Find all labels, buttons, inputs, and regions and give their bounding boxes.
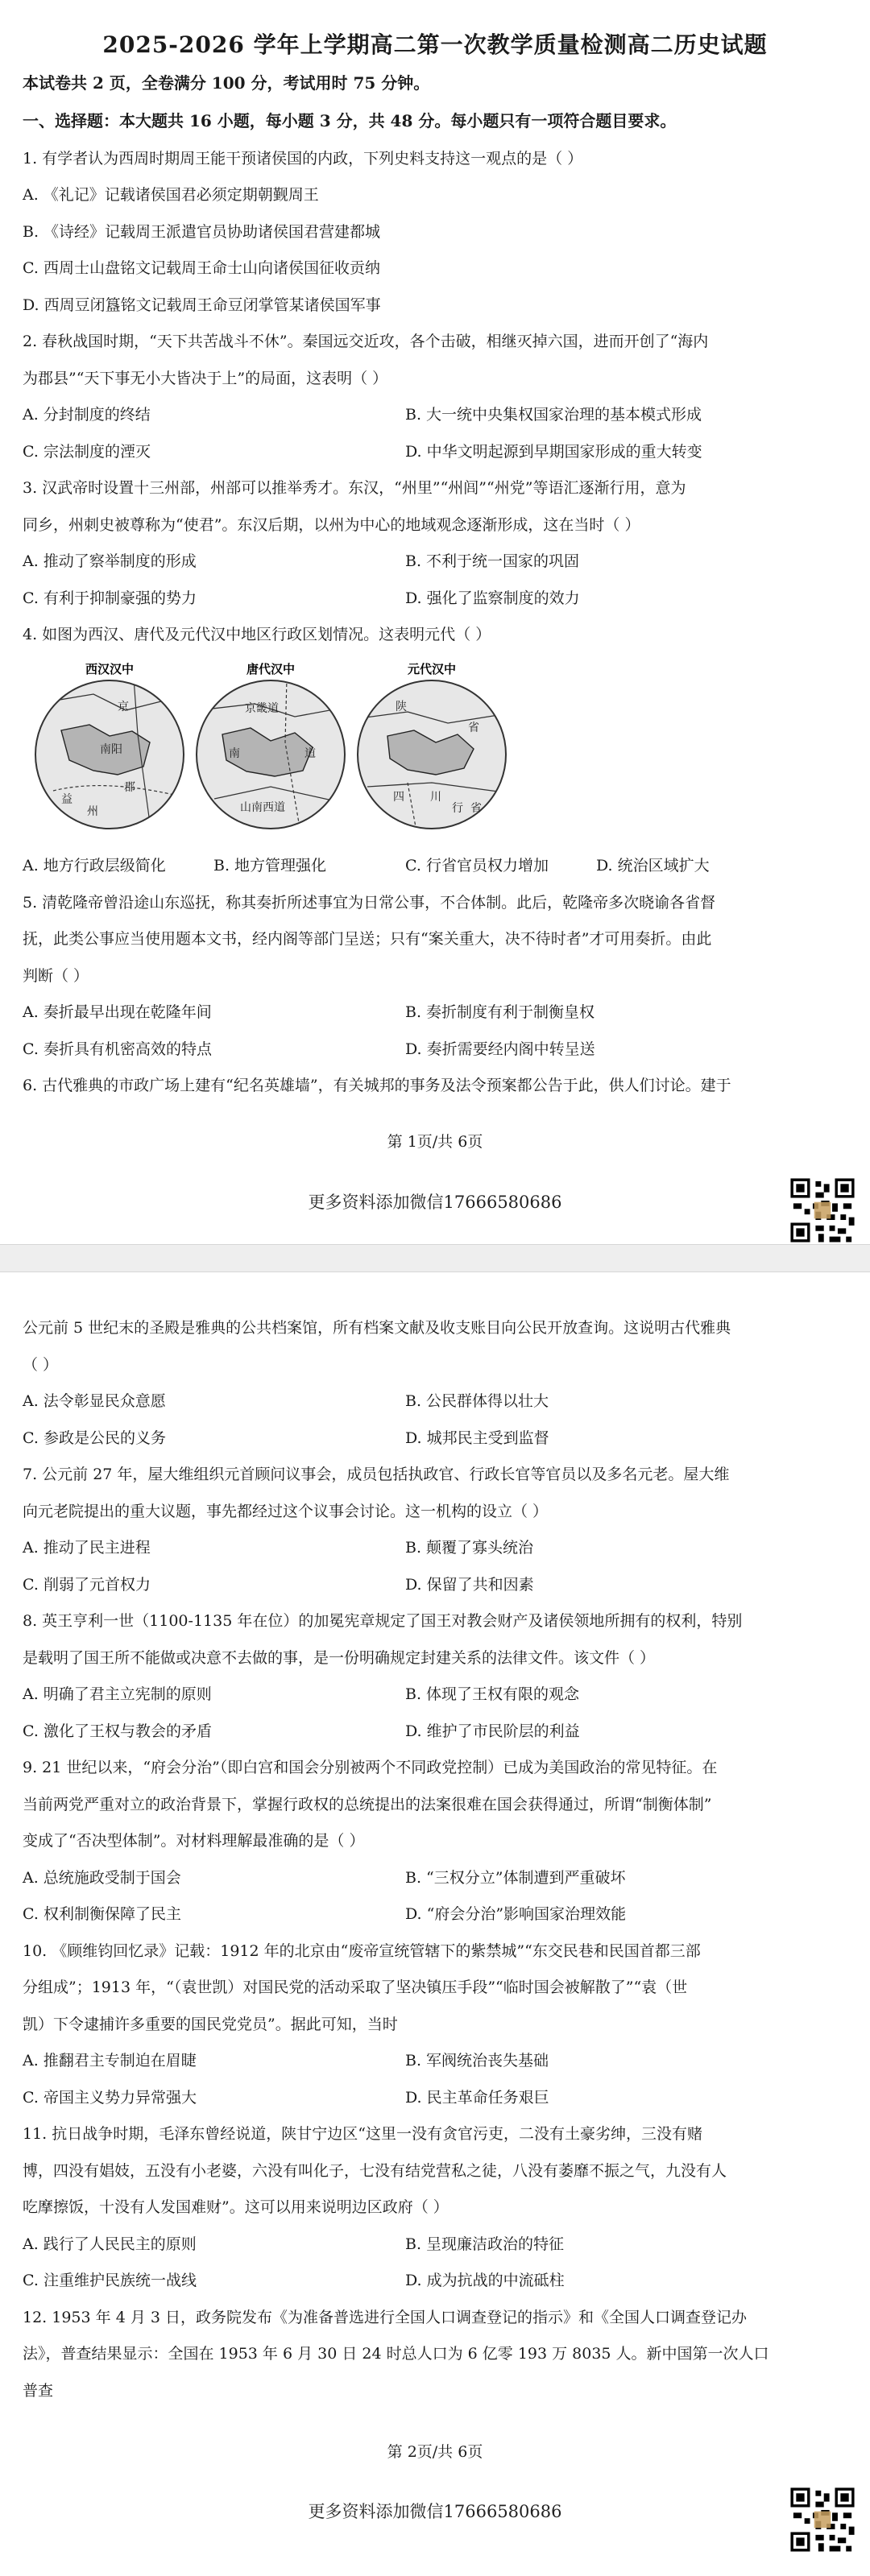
map-2-title: 唐代汉中 — [246, 663, 296, 676]
wechat-ad: 更多资料添加微信17666580686 — [308, 2502, 562, 2521]
q2-option-d: D. 中华文明起源到早期国家形成的重大转变 — [405, 443, 702, 461]
q1-option-a: A. 《礼记》记载诸侯国君必须定期朝觐周王 — [23, 186, 319, 204]
q10-option-d: D. 民主革命任务艰巨 — [405, 2089, 549, 2107]
q3-stem-1: 3. 汉武帝时设置十三州部，州部可以推举秀才。东汉，“州里”“州闾”“州党”等语汇逐渐行用，意为 — [23, 479, 686, 497]
svg-text:四: 四 — [393, 791, 404, 804]
q3-option-a: A. 推动了察举制度的形成 — [23, 552, 197, 570]
q9-option-a: A. 总统施政受制于国会 — [23, 1869, 181, 1887]
q11-option-b: B. 呈现廉洁政治的特征 — [405, 2235, 565, 2253]
q1-option-d: D. 西周豆闭簋铭文记载周王命豆闭掌管某诸侯国军事 — [23, 296, 381, 314]
page-number: 第 2页/共 6页 — [387, 2443, 483, 2461]
svg-text:南: 南 — [229, 747, 240, 760]
q5-option-a: A. 奏折最早出现在乾隆年间 — [23, 1003, 212, 1021]
q12-stem-1: 12. 1953 年 4 月 3 日，政务院发布《为准备普选进行全国人口调查登记的指示》和《全国人口调查登记办 — [23, 2309, 747, 2326]
q10-option-a: A. 推翻君主专制迫在眉睫 — [23, 2052, 197, 2069]
exam-page-1 — [0, 0, 870, 1244]
q8-option-c: C. 激化了王权与教会的矛盾 — [23, 1722, 212, 1740]
q10-stem-3: 凯）下令逮捕许多重要的国民党党员”。据此可知，当时 — [23, 2016, 398, 2033]
svg-text:益: 益 — [61, 793, 72, 806]
q8-option-b: B. 体现了王权有限的观念 — [405, 1685, 580, 1703]
svg-text:川: 川 — [430, 791, 441, 804]
q9-stem-2: 当前两党严重对立的政治背景下，掌握行政权的总统提出的法案很难在国会获得通过，所谓“制衡体制” — [23, 1796, 712, 1813]
q1-option-c: C. 西周士山盘铭文记载周王命士山向诸侯国征收贡纳 — [23, 259, 380, 277]
q12-stem-3: 普查 — [23, 2382, 54, 2400]
q8-stem-2: 是载明了国王所不能做或决意不去做的事，是一份明确规定封建关系的法律文件。该文件（ ） — [23, 1649, 656, 1667]
map-yuan — [358, 662, 508, 829]
q3-option-d: D. 强化了监察制度的效力 — [405, 589, 580, 607]
q10-stem-1: 10. 《顾维钧回忆录》记载：1912 年的北京由“废帝宣统管辖下的紫禁城”“东交民巷和民国首都三部 — [23, 1942, 701, 1960]
q2-option-c: C. 宗法制度的湮灭 — [23, 443, 151, 461]
q6-stem-2: 公元前 5 世纪末的圣殿是雅典的公共档案馆，所有档案文献及收支账目向公民开放查询。这说明古代雅典 — [23, 1319, 731, 1337]
q10-option-c: C. 帝国主义势力异常强大 — [23, 2089, 197, 2107]
q1-option-b: B. 《诗经》记载周王派遣官员协助诸侯国君营建都城 — [23, 223, 381, 241]
q3-option-b: B. 不利于统一国家的巩固 — [405, 552, 580, 570]
q11-option-a: A. 践行了人民民主的原则 — [23, 2235, 197, 2253]
q2-option-b: B. 大一统中央集权国家治理的基本模式形成 — [405, 406, 702, 424]
q8-option-d: D. 维护了市民阶层的利益 — [405, 1722, 580, 1740]
q6-option-a: A. 法令彰显民众意愿 — [23, 1392, 166, 1410]
wechat-ad: 更多资料添加微信17666580686 — [308, 1193, 562, 1212]
q4-stem: 4. 如图为西汉、唐代及元代汉中地区行政区划情况。这表明元代（ ） — [23, 626, 491, 643]
q6-option-c: C. 参政是公民的义务 — [23, 1429, 166, 1447]
q5-option-c: C. 奏折具有机密高效的特点 — [23, 1040, 212, 1058]
q9-option-c: C. 权利制衡保障了民主 — [23, 1905, 181, 1923]
q7-stem-2: 向元老院提出的重大议题，事先都经过这个议事会讨论。这一机构的设立（ ） — [23, 1503, 549, 1520]
exam-intro: 本试卷共 2 页，全卷满分 100 分，考试用时 75 分钟。 — [23, 73, 430, 93]
q3-option-c: C. 有利于抑制豪强的势力 — [23, 589, 197, 607]
q11-stem-2: 博，四没有娼妓，五没有小老婆，六没有叫化子，七没有结党营私之徒，八没有萎靡不振之气，九没有人 — [23, 2162, 727, 2180]
q5-option-d: D. 奏折需要经内阁中转呈送 — [405, 1040, 595, 1058]
q10-stem-2: 分组成”；1913 年，“（袁世凯）对国民党的活动采取了坚决镇压手段”“临时国会被解散了”“袁（世 — [23, 1979, 688, 1996]
page-separator — [0, 1244, 870, 1272]
svg-text:州: 州 — [87, 805, 98, 818]
qr-code-icon — [788, 2485, 857, 2554]
q2-stem-1: 2. 春秋战国时期，“天下共苦战斗不休”。秦国远交近攻，各个击破，相继灭掉六国，进而开创了“海内 — [23, 333, 709, 350]
svg-text:郡: 郡 — [124, 781, 135, 794]
q2-option-a: A. 分封制度的终结 — [23, 406, 151, 424]
map-tang — [197, 662, 347, 829]
map-3-title: 元代汉中 — [407, 663, 457, 676]
q9-option-b: B. “三权分立”体制遭到严重破坏 — [405, 1869, 626, 1887]
q7-stem-1: 7. 公元前 27 年，屋大维组织元首顾问议事会，成员包括执政官、行政长官等官员以及多名元老。屋大维 — [23, 1466, 730, 1483]
svg-text:省: 省 — [468, 722, 479, 734]
q4-option-d: D. 统治区域扩大 — [596, 857, 710, 875]
svg-text:南阳: 南阳 — [100, 743, 122, 756]
q9-stem-1: 9. 21 世纪以来，“府会分治”（即白宫和国会分别被两个不同政党控制）已成为美国政治的常见特征。在 — [23, 1759, 718, 1776]
q12-stem-2: 法》，普查结果显示：全国在 1953 年 6 月 30 日 24 时总人口为 6 亿零 193 万 8035 人。新中国第一次人口 — [23, 2345, 769, 2363]
q9-option-d: D. “府会分治”影响国家治理效能 — [405, 1905, 627, 1923]
q3-stem-2: 同乡，州刺史被尊称为“使君”。东汉后期，以州为中心的地域观念逐渐形成，这在当时（ ） — [23, 516, 640, 534]
q5-stem-3: 判断（ ） — [23, 967, 89, 985]
q10-option-b: B. 军阀统治丧失基础 — [405, 2052, 549, 2069]
svg-text:陕: 陕 — [396, 701, 407, 713]
page-number: 第 1页/共 6页 — [387, 1133, 483, 1151]
q4-option-a: A. 地方行政层级简化 — [23, 857, 166, 875]
qr-code-icon — [788, 1176, 857, 1245]
q1-stem: 1. 有学者认为西周时期周王能干预诸侯国的内政，下列史料支持这一观点的是（ ） — [23, 150, 583, 167]
q11-stem-1: 11. 抗日战争时期，毛泽东曾经说道，陕甘宁边区“这里一没有贪官污吏，二没有土豪劣绅，三没有赌 — [23, 2125, 702, 2143]
svg-text:省: 省 — [470, 802, 482, 815]
q8-stem-1: 8. 英王亨利一世（1100-1135 年在位）的加冕宪章规定了国王对教会财产及诸侯领地所拥有的权利，特别 — [23, 1612, 743, 1630]
q4-option-c: C. 行省官员权力增加 — [405, 857, 549, 875]
svg-text:行: 行 — [452, 802, 463, 815]
exam-title: 2025-2026 学年上学期高二第一次教学质量检测高二历史试题 — [102, 31, 768, 58]
q4-map-figure — [29, 654, 512, 839]
q6-stem-1: 6. 古代雅典的市政广场上建有“纪名英雄墙”，有关城邦的事务及法令预案都公告于此，供人们讨论。建于 — [23, 1077, 731, 1094]
q6-option-b: B. 公民群体得以壮大 — [405, 1392, 549, 1410]
svg-text:京畿道: 京畿道 — [245, 702, 279, 715]
q9-stem-3: 变成了“否决型体制”。对材料理解最准确的是（ ） — [23, 1832, 365, 1850]
map-1-title: 西汉汉中 — [85, 663, 135, 676]
q6-option-d: D. 城邦民主受到监督 — [405, 1429, 549, 1447]
q6-stem-3: （ ） — [23, 1356, 59, 1374]
svg-text:京: 京 — [118, 701, 129, 713]
svg-text:道: 道 — [304, 747, 316, 760]
q7-option-a: A. 推动了民主进程 — [23, 1539, 151, 1557]
q7-option-b: B. 颠覆了寡头统治 — [405, 1539, 534, 1557]
section-heading: 一、选择题：本大题共 16 小题，每小题 3 分，共 48 分。每小题只有一项符合题目要求。 — [23, 111, 677, 130]
q2-stem-2: 为郡县”“天下事无小大皆决于上”的局面，这表明（ ） — [23, 370, 388, 387]
q7-option-d: D. 保留了共和因素 — [405, 1576, 534, 1594]
q5-stem-1: 5. 清乾隆帝曾沿途山东巡抚，称其奏折所述事宜为日常公事，不合体制。此后，乾隆帝多次晓谕各省督 — [23, 894, 716, 912]
q11-stem-3: 吃摩擦饭，十没有人发国难财”。这可以用来说明边区政府（ ） — [23, 2198, 449, 2216]
q11-option-d: D. 成为抗战的中流砥柱 — [405, 2272, 565, 2289]
q4-option-b: B. 地方管理强化 — [213, 857, 327, 875]
q7-option-c: C. 削弱了元首权力 — [23, 1576, 151, 1594]
exam-page-2 — [0, 1272, 870, 2576]
map-western-han — [35, 663, 184, 829]
svg-text:山南西道: 山南西道 — [240, 801, 285, 814]
q5-stem-2: 抚，此类公事应当使用题本文书，经内阁等部门呈送；只有“案关重大，决不待时者”才可用奏折。由此 — [23, 930, 712, 948]
q5-option-b: B. 奏折制度有利于制衡皇权 — [405, 1003, 595, 1021]
q8-option-a: A. 明确了君主立宪制的原则 — [23, 1685, 212, 1703]
q11-option-c: C. 注重维护民族统一战线 — [23, 2272, 197, 2289]
